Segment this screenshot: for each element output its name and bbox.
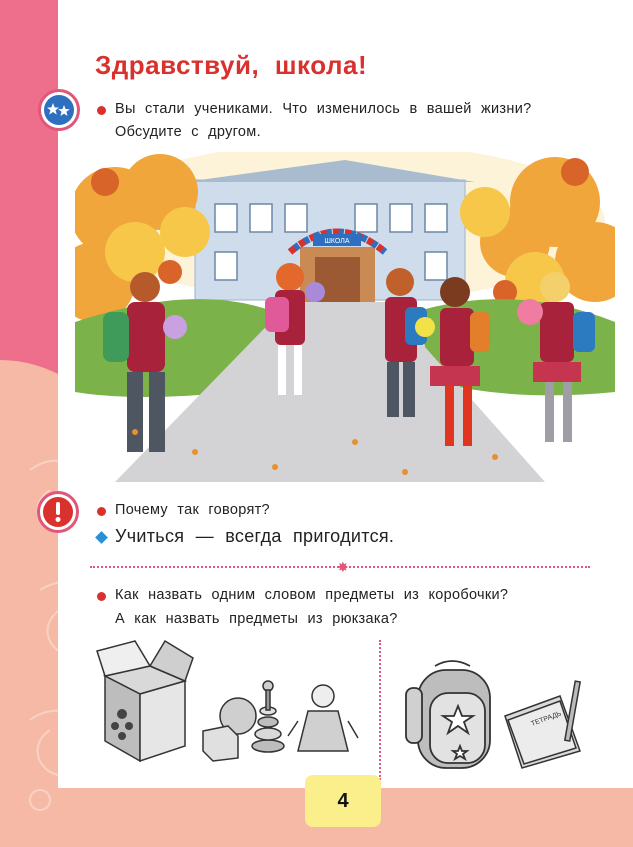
- backpack-picture: [400, 658, 505, 773]
- question-2: Почему так говорят?: [115, 502, 270, 518]
- stars-badge-icon: [38, 89, 80, 131]
- saying-text: Учиться — всегда пригодится.: [115, 526, 395, 546]
- open-box-picture: [95, 636, 195, 766]
- question-3-line-1: Как назвать одним словом предметы из коробочки?: [115, 587, 509, 603]
- school-illustration: [75, 152, 615, 482]
- toys-picture: [198, 676, 373, 766]
- bullet-dot: [97, 106, 106, 115]
- bullet-dot: [97, 592, 106, 601]
- bullet-dot: [97, 507, 106, 516]
- pictures-divider: [379, 640, 381, 780]
- notebook-and-pen-picture: [500, 676, 600, 771]
- page-title: Здравствуй, школа!: [95, 50, 368, 80]
- notebook-label: ТЕТРАДЬ: [530, 710, 563, 728]
- question-1-line-2: Обсудите с другом.: [115, 124, 261, 140]
- page-number: 4: [305, 775, 381, 827]
- exclamation-badge-icon: [37, 491, 79, 533]
- divider-star-icon: ✸: [337, 559, 349, 575]
- question-1-line-1: Вы стали учениками. Что изменилось в вашей жизни?: [115, 101, 532, 117]
- question-3-line-2: А как назвать предметы из рюкзака?: [115, 611, 398, 627]
- school-sign: ШКОЛА: [324, 238, 350, 245]
